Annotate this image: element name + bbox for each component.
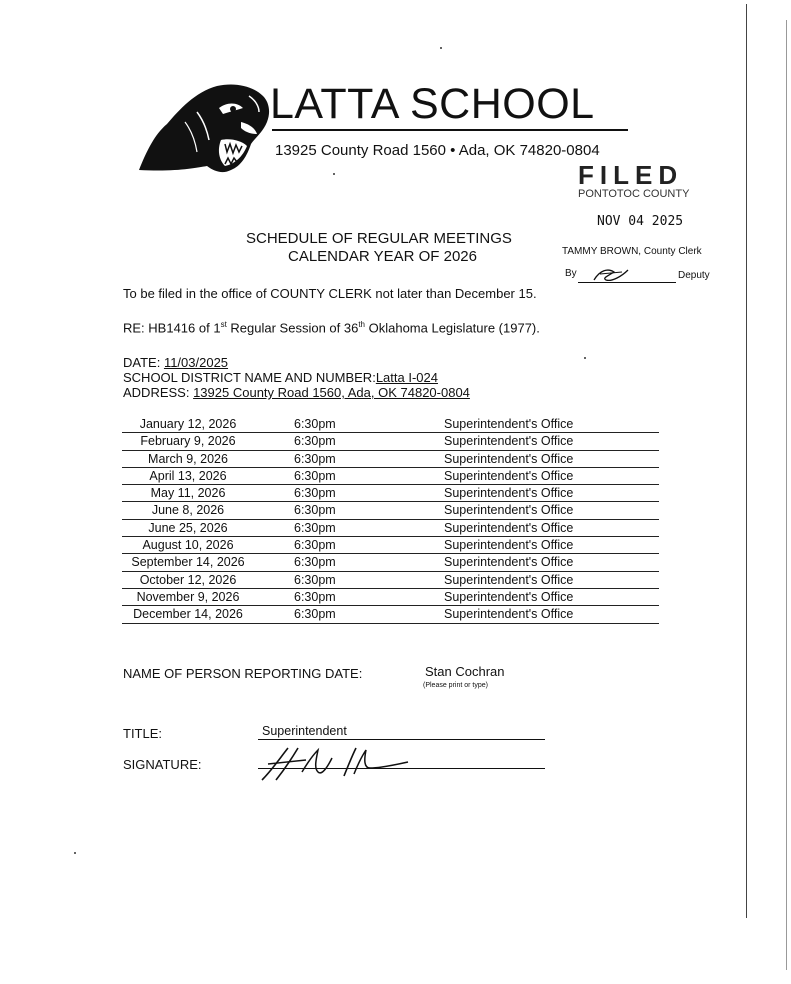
scan-edge-line bbox=[746, 4, 747, 918]
re-prefix: RE: HB1416 of 1 bbox=[123, 320, 221, 336]
re-ordinal-1: st bbox=[220, 320, 227, 329]
meeting-location: Superintendent's Office bbox=[444, 417, 574, 431]
scan-speck bbox=[440, 47, 442, 49]
table-row bbox=[122, 433, 659, 450]
meeting-date: October 12, 2026 bbox=[139, 572, 237, 587]
district-label: SCHOOL DISTRICT NAME AND NUMBER: bbox=[123, 370, 376, 385]
address-line bbox=[123, 385, 470, 400]
meeting-date: December 14, 2026 bbox=[133, 607, 243, 622]
meeting-location: Superintendent's Office bbox=[444, 520, 574, 535]
meeting-time: 6:30pm bbox=[294, 538, 336, 553]
re-ordinal-2: th bbox=[358, 320, 365, 329]
meeting-time: 6:30pm bbox=[294, 589, 336, 604]
scan-edge-line-outer bbox=[786, 20, 787, 970]
document-title: SCHEDULE OF REGULAR MEETINGS bbox=[246, 230, 512, 247]
meeting-time: 6:30pm bbox=[294, 607, 336, 622]
meeting-date: August 10, 2026 bbox=[142, 538, 234, 553]
panther-logo bbox=[137, 82, 272, 179]
meeting-location: Superintendent's Office bbox=[444, 589, 574, 604]
meeting-time: 6:30pm bbox=[294, 503, 336, 518]
meeting-date: September 14, 2026 bbox=[131, 555, 245, 570]
re-middle: Regular Session of 36 bbox=[226, 320, 359, 336]
meeting-date: November 9, 2026 bbox=[136, 589, 240, 604]
scan-speck bbox=[74, 852, 76, 854]
school-name: LATTA SCHOOL bbox=[270, 80, 595, 128]
meeting-time: 6:30pm bbox=[294, 468, 336, 483]
table-row bbox=[122, 589, 659, 606]
meeting-time: 6:30pm bbox=[294, 520, 336, 535]
filed-stamp-clerk: TAMMY BROWN, County Clerk bbox=[562, 246, 702, 257]
address-label: ADDRESS: bbox=[123, 385, 194, 400]
signature-line bbox=[258, 768, 545, 769]
table-row bbox=[122, 606, 659, 623]
meeting-time: 6:30pm bbox=[294, 417, 336, 431]
scan-speck bbox=[333, 173, 335, 175]
meeting-date: March 9, 2026 bbox=[148, 451, 228, 466]
meeting-time: 6:30pm bbox=[294, 572, 336, 587]
table-row bbox=[122, 554, 659, 571]
table-row bbox=[122, 502, 659, 519]
meeting-date: February 9, 2026 bbox=[140, 434, 236, 449]
signature-label: SIGNATURE: bbox=[123, 757, 202, 772]
filed-stamp-date: NOV 04 2025 bbox=[597, 214, 684, 229]
table-row bbox=[122, 451, 659, 468]
reporting-person-label: NAME OF PERSON REPORTING DATE: bbox=[123, 666, 363, 681]
meeting-location: Superintendent's Office bbox=[444, 555, 574, 570]
meeting-location: Superintendent's Office bbox=[444, 538, 574, 553]
table-row bbox=[122, 468, 659, 485]
filed-stamp-deputy-label: Deputy bbox=[678, 270, 710, 281]
table-row bbox=[122, 416, 659, 433]
table-row bbox=[122, 572, 659, 589]
print-or-type-note: (Please print or type) bbox=[423, 682, 488, 689]
district-line bbox=[123, 370, 438, 385]
title-line bbox=[258, 739, 545, 740]
letterhead-rule bbox=[272, 129, 628, 131]
document-subtitle: CALENDAR YEAR OF 2026 bbox=[288, 248, 477, 265]
date-label: DATE: bbox=[123, 355, 164, 370]
table-row bbox=[122, 520, 659, 537]
table-row bbox=[122, 537, 659, 554]
filed-stamp-word: FILED bbox=[578, 160, 684, 190]
date-value: 11/03/2025 bbox=[163, 355, 229, 370]
handwritten-signature bbox=[258, 742, 428, 789]
meeting-location: Superintendent's Office bbox=[444, 451, 574, 466]
meeting-location: Superintendent's Office bbox=[444, 486, 574, 501]
meeting-date: June 8, 2026 bbox=[151, 503, 225, 518]
meeting-date: June 25, 2026 bbox=[148, 520, 228, 535]
meeting-location: Superintendent's Office bbox=[444, 468, 574, 483]
meeting-location: Superintendent's Office bbox=[444, 434, 574, 449]
meeting-time: 6:30pm bbox=[294, 555, 336, 570]
meeting-schedule-table bbox=[122, 416, 659, 624]
re-line bbox=[123, 320, 540, 335]
meeting-location: Superintendent's Office bbox=[444, 607, 574, 622]
deputy-initials-signature bbox=[592, 266, 632, 289]
meeting-location: Superintendent's Office bbox=[444, 503, 574, 518]
re-suffix: Oklahoma Legislature (1977). bbox=[365, 320, 540, 336]
table-row bbox=[122, 485, 659, 502]
meeting-location: Superintendent's Office bbox=[444, 572, 574, 587]
meeting-date: January 12, 2026 bbox=[139, 417, 237, 431]
title-value: Superintendent bbox=[262, 724, 347, 738]
meeting-time: 6:30pm bbox=[294, 451, 336, 466]
reporting-person-name: Stan Cochran bbox=[425, 664, 505, 679]
date-line bbox=[123, 355, 228, 370]
district-value: Latta I-024 bbox=[375, 370, 438, 385]
meeting-time: 6:30pm bbox=[294, 434, 336, 449]
filed-stamp-by-label: By bbox=[565, 268, 577, 279]
meeting-date: April 13, 2026 bbox=[149, 468, 227, 483]
scan-speck bbox=[584, 357, 586, 359]
filing-instruction: To be filed in the office of COUNTY CLERK not later than December 15. bbox=[123, 286, 537, 301]
meeting-date: May 11, 2026 bbox=[150, 486, 226, 501]
meeting-time: 6:30pm bbox=[294, 486, 336, 501]
address-value: 13925 County Road 1560, Ada, OK 74820-0804 bbox=[193, 385, 470, 400]
filed-stamp-county: PONTOTOC COUNTY bbox=[578, 188, 690, 200]
school-address: 13925 County Road 1560 • Ada, OK 74820-0804 bbox=[275, 142, 600, 159]
title-label: TITLE: bbox=[123, 726, 163, 741]
